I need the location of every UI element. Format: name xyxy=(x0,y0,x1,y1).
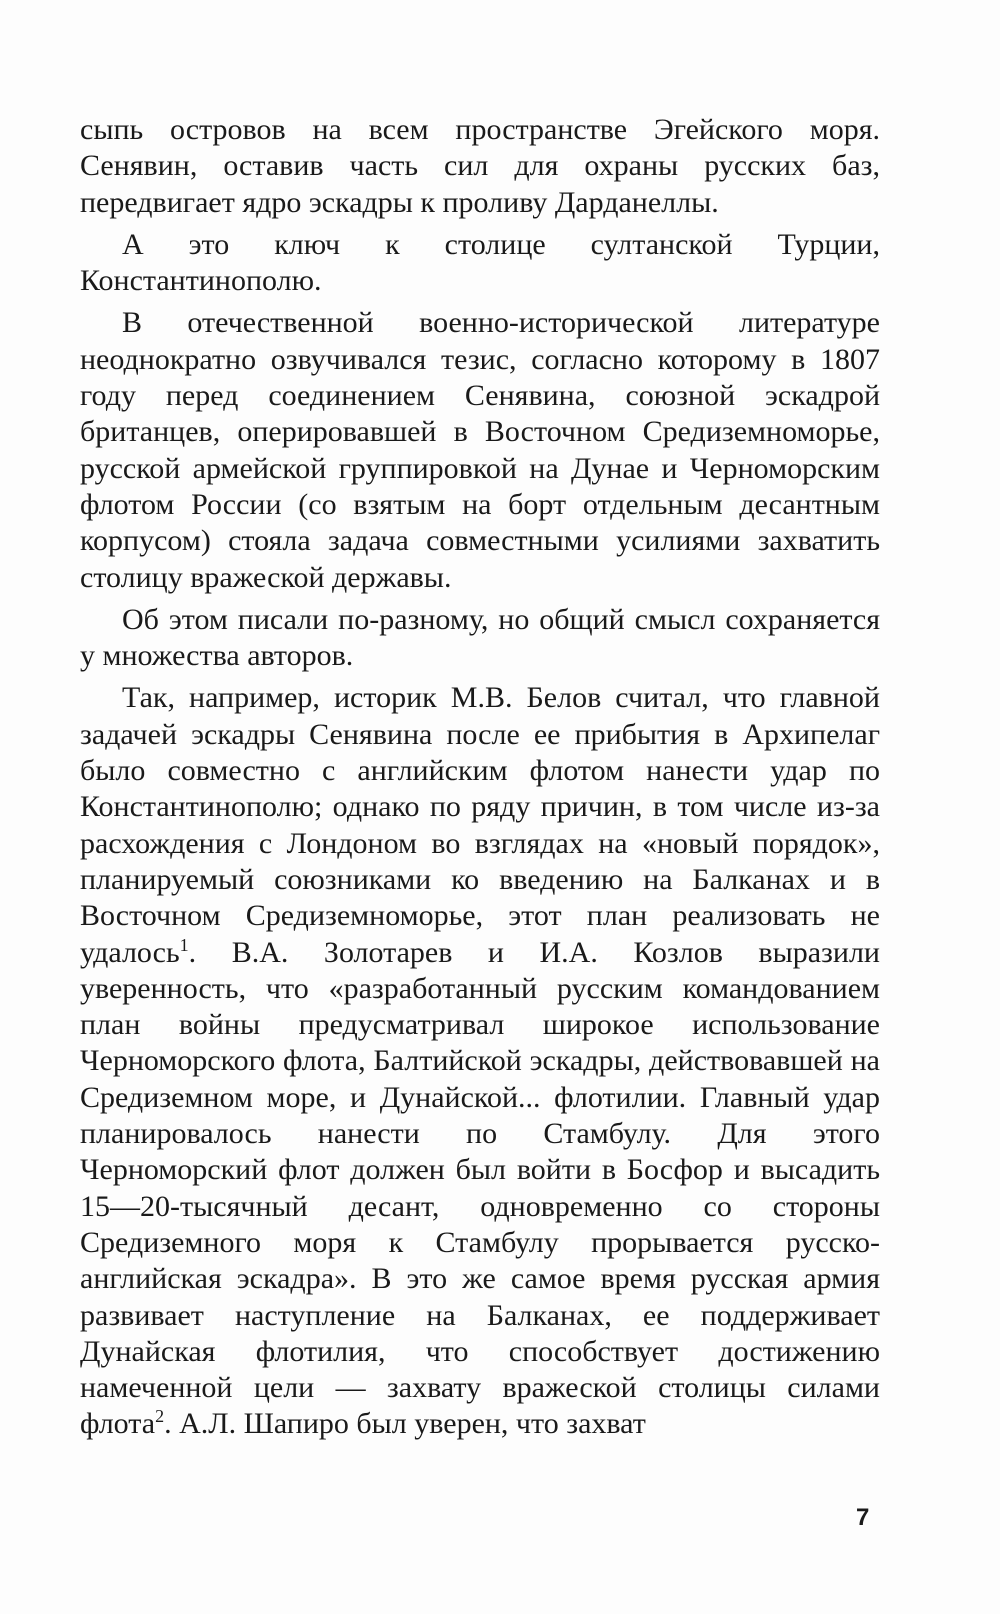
body-text xyxy=(80,112,880,1449)
paragraph-5-part-3: . А.Л. Шапиро был уверен, что захват xyxy=(164,1407,646,1441)
page-number: 7 xyxy=(856,1504,870,1531)
paragraph-5 xyxy=(80,680,880,1442)
paragraph-3: В отечественной военно-исторической литературе неоднократно озвучивался тезис, согласно которому в 1807 году перед соединением Сенявина, союзной эскадрой британцев, оперировавшей в Восточном Средиземноморье, русской армейской группировкой на Дунае и Черноморским флотом России (со взятым на борт отдельным десантным корпусом) стояла задача совместными усилиями захватить столицу вражеской державы. xyxy=(80,306,880,594)
footnote-ref-1: 1 xyxy=(179,934,189,955)
paragraph-5-part-2: . В.А. Золотарев и И.А. Козлов выразили уверенность, что «разработанный русским командованием план войны предусматривал широкое использование Черноморского флота, Балтийской эскадры, действовавшей на Средиземном море, и Дунайской... флотилии. Главный удар планировалось нанести по Стамбулу. Для этого Черноморский флот должен был войти в Босфор и высадить 15—20-тысячный десант, одновременно со стороны Средиземного моря к Стамбулу прорывается русско-английская эскадра». В это же самое время русская армия развивает наступление на Балканах, ее поддерживает Дунайская флотилия, что способствует достижению намеченной цели — захвату вражеской столицы силами флота xyxy=(80,935,880,1441)
footnote-ref-2: 2 xyxy=(155,1406,165,1427)
paragraph-2: А это ключ к столице султанской Турции, Константинополю. xyxy=(80,227,880,298)
paragraph-4: Об этом писали по-разному, но общий смысл сохраняется у множества авторов. xyxy=(80,602,880,673)
paragraph-5-part-1: Так, например, историк М.В. Белов считал, что главной задачей эскадры Сенявина после ее прибытия в Архипелаг было совместно с английским флотом нанести удар по Константинополю; однако по ряду причин, в том числе из-за расхождения с Лондоном во взглядах на «новый порядок», планируемый союзниками ко введению на Балканах и в Восточном Средиземноморье, этот план реализовать не удалось xyxy=(80,681,880,969)
paragraph-1: сыпь островов на всем пространстве Эгейского моря. Сенявин, оставив часть сил для охраны русских баз, передвигает ядро эскадры к проливу Дарданеллы. xyxy=(80,113,880,219)
